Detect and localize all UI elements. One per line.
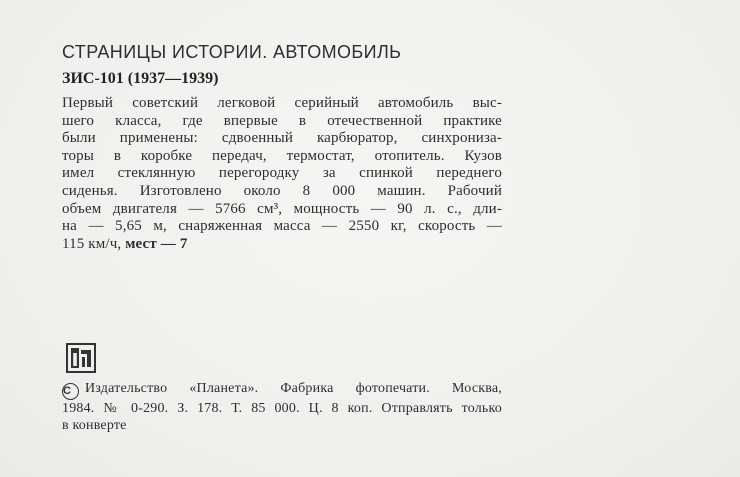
- imprint-line: [62, 380, 502, 400]
- publisher-logo-icon: [66, 343, 96, 373]
- imprint-line: 1984. № 0-290. З. 178. Т. 85 000. Ц. 8 коп. Отправлять только: [62, 401, 502, 416]
- description-line: имел стеклянную перегородку за спинкой переднего: [62, 165, 502, 182]
- imprint-line-text: Издательство «Планета». Фабрика фотопечати. Москва,: [85, 381, 502, 396]
- description-line: Первый советский легковой серийный автомобиль выс-: [62, 95, 502, 111]
- model-title: ЗИС-101 (1937—1939): [62, 70, 219, 87]
- description-line: были применены: сдвоенный карбюратор, синхрониза-: [62, 130, 502, 147]
- description-line: сиденья. Изготовлено около 8 000 машин. Рабочий: [62, 182, 502, 199]
- description-line: на — 5,65 м, снаряженная масса — 2550 кг, скорость —: [62, 218, 502, 235]
- seats-count: мест — 7: [125, 235, 188, 252]
- copyright-icon: C: [62, 383, 79, 400]
- series-title: СТРАНИЦЫ ИСТОРИИ. АВТОМОБИЛЬ: [62, 42, 402, 62]
- description-last-text: 115 км/ч,: [62, 235, 126, 252]
- imprint-text: [62, 380, 502, 434]
- imprint-line: в конверте: [62, 418, 127, 433]
- description-line: торы в коробке передач, термостат, отопитель. Кузов: [62, 147, 502, 164]
- description-text: [62, 95, 502, 253]
- description-line: шего класса, где впервые в отечественной практике: [62, 112, 502, 129]
- description-line: объем двигателя — 5766 см³, мощность — 90 л. с., дли-: [62, 200, 502, 217]
- description-last-line: [62, 236, 502, 254]
